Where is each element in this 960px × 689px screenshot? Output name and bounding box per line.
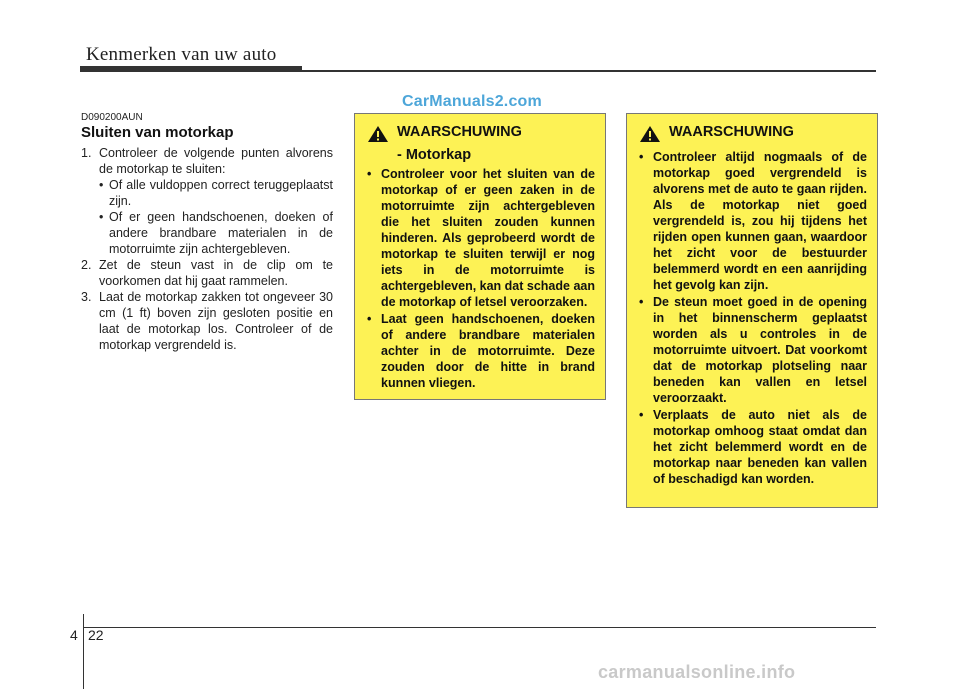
warning-box-vergrendeling — [626, 113, 878, 508]
bullet-dot: • — [367, 167, 372, 181]
bullet-dot: • — [99, 210, 104, 224]
bullet-dot: • — [639, 408, 644, 422]
bullet-dot: • — [367, 312, 372, 326]
footer-vertical-rule — [83, 614, 84, 689]
step-text: Controleer de volgende punten alvorens de motorkap te sluiten: — [99, 146, 333, 176]
warning-title: WAARSCHUWING — [397, 124, 522, 140]
footer-horizontal-rule — [83, 627, 876, 628]
footer-chapter-number: 4 — [70, 627, 78, 643]
warning-triangle-icon — [367, 124, 397, 147]
warning-bullet-text: Verplaats de auto niet als de motorkap omhoog staat omdat dan het zicht belemmerd wordt en de motorkap naar beneden kan vallen of beschadigd kan worden. — [653, 408, 867, 486]
step-text: Zet de steun vast in de clip om te voorkomen dat hij gaat rammelen. — [99, 258, 333, 288]
warning-bullet — [639, 149, 867, 293]
warning-title: WAARSCHUWING — [669, 124, 794, 140]
step-text: Laat de motorkap zakken tot ongeveer 30 cm (1 ft) boven zijn gesloten positie en laat de motorkap los. Controleer of de motorkap vergrendeld is. — [99, 290, 333, 352]
warning-header — [639, 124, 867, 147]
step-2 — [81, 257, 333, 289]
step-1-bullet-1 — [81, 177, 333, 209]
bullet-dot: • — [639, 150, 644, 164]
header-rule-thin — [302, 70, 876, 72]
watermark-carmanuals2: CarManuals2.com — [402, 93, 542, 110]
warning-bullet-text: Controleer voor het sluiten van de motorkap of er geen zaken in de motorruimte zijn achtergebleven die het sluiten zouden kunnen hinderen. Als geprobeerd wordt de motorkap te sluiten terwijl er nog iets in de motorruimte is achtergebleven, kan dat schade aan de motorkap of letsel veroorzaken. — [381, 167, 595, 309]
warning-bullet — [367, 311, 595, 391]
warning-bullet-text: De steun moet goed in de opening in het binnenscherm geplaatst worden als u controles in de motorruimte uitvoert. Dat voorkomt dat de motorkap plotseling naar beneden kan vallen en letsel veroorzaakt. — [653, 295, 867, 405]
step-3 — [81, 289, 333, 353]
step-number: 3. — [81, 290, 92, 304]
page-header-title: Kenmerken van uw auto — [86, 44, 277, 65]
bullet-text: Of alle vuldoppen correct teruggeplaatst zijn. — [109, 178, 333, 208]
warning-bullet-text: Laat geen handschoenen, doeken of andere brandbare materialen achter in de motorruimte. Deze zouden door de hitte in brand kunnen vliegen. — [381, 312, 595, 390]
bullet-dot: • — [639, 295, 644, 309]
instructions-body — [81, 145, 333, 353]
section-title: Sluiten van motorkap — [81, 124, 234, 141]
warning-triangle-icon — [639, 124, 669, 147]
warning-header — [367, 124, 595, 147]
warning-bullet — [367, 166, 595, 310]
step-1 — [81, 145, 333, 177]
step-number: 2. — [81, 258, 92, 272]
warning-bullet — [639, 294, 867, 406]
warning-bullet-text: Controleer altijd nogmaals of de motorkap goed vergrendeld is alvorens met de auto te gaan rijden. Als de motorkap niet goed vergrendeld is, zou hij tijdens het rijden open kunnen gaan, waardoor het zicht voor de bestuurder belemmerd wordt en een aanrijding het gevolg kan zijn. — [653, 150, 867, 292]
header-rule-thick — [80, 66, 302, 72]
bullet-text: Of er geen handschoenen, doeken of andere brandbare materialen in de motorruimte zijn achtergebleven. — [109, 210, 333, 256]
bullet-dot: • — [99, 178, 104, 192]
step-1-bullet-2 — [81, 209, 333, 257]
footer-page-number: 22 — [88, 627, 104, 643]
warning-bullet — [639, 407, 867, 487]
warning-subtitle: - Motorkap — [397, 147, 472, 163]
section-code: D090200AUN — [81, 112, 143, 123]
watermark-carmanualsonline: carmanualsonline.info — [598, 662, 796, 682]
step-number: 1. — [81, 146, 92, 160]
warning-box-motorkap — [354, 113, 606, 400]
